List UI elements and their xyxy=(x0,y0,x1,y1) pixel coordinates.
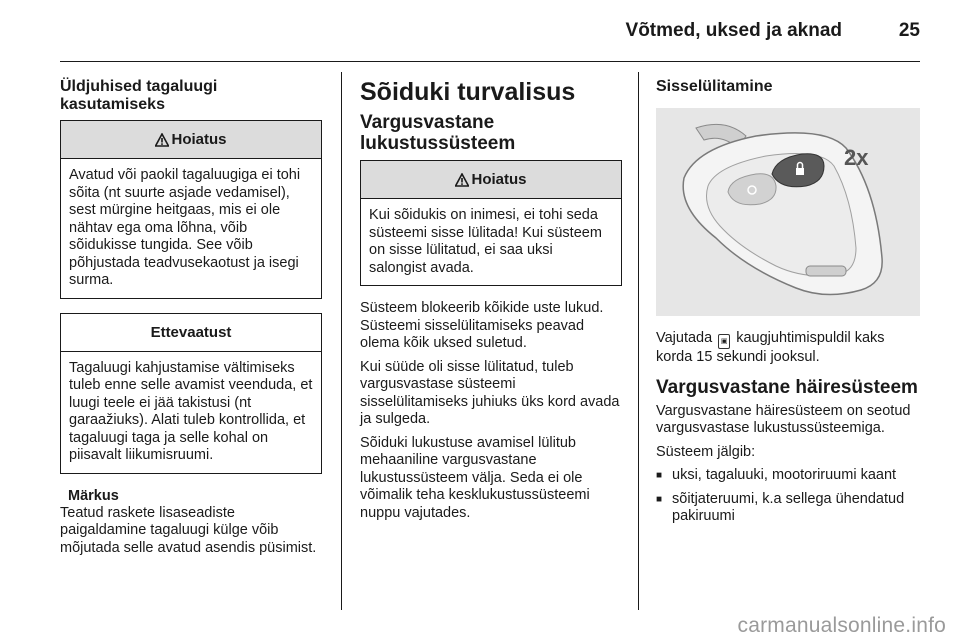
warning-box-2 xyxy=(360,160,622,286)
page-number: 25 xyxy=(898,20,920,41)
column-divider-1 xyxy=(341,72,342,610)
caution-box-header xyxy=(61,314,321,352)
press-count-label: 2x xyxy=(844,145,869,170)
section-heading-vehicle-security: Sõiduki turvalisus xyxy=(360,78,576,106)
caution-box-title: Ettevaatust xyxy=(150,323,232,341)
page-header xyxy=(0,0,960,62)
subheading-alarm-system: Vargusvastane häiresüsteem xyxy=(656,376,918,398)
warning-triangle-icon xyxy=(455,173,469,187)
chapter-title: Võtmed, uksed ja aknad xyxy=(625,20,842,41)
paragraph: Kui süüde oli sisse lülitatud, tuleb vargusvastase süsteemi sisselülitamiseks juhiuks üks kord avada ja sulgeda. xyxy=(360,358,620,427)
note-block xyxy=(60,488,322,558)
instruction-before: Vajutada xyxy=(656,330,713,346)
section-heading-tailgate: Üldjuhised tagaluugi kasutamiseks xyxy=(60,78,218,113)
watermark: carmanualsonline.info xyxy=(737,614,946,637)
caution-box xyxy=(60,313,322,474)
instruction-text xyxy=(656,330,920,367)
section-heading-activation: Sisselülitamine xyxy=(656,78,773,95)
paragraph: Süsteem blokeerib kõikide uste lukud. Süsteemi sisselülitamiseks peavad olema kõik uksed suletud. xyxy=(360,300,604,351)
subheading-anti-theft-locking: Vargusvastane lukustussüsteem xyxy=(360,112,516,154)
list-item: ■ sõitjateruumi, k.a sellega ühendatud pakiruumi xyxy=(656,491,920,526)
monitored-areas-list xyxy=(656,467,920,526)
car-key-remote-icon xyxy=(656,108,920,316)
list-item: ■ uksi, tagaluuki, mootoriruumi kaant xyxy=(656,467,920,485)
paragraph: Vargusvastane häiresüsteem on seotud vargusvastase lukustussüsteemiga. xyxy=(656,402,911,436)
warning-triangle-icon xyxy=(155,133,169,147)
column-1 xyxy=(60,78,322,563)
instruction-after: kaugjuhtimispuldil kaks korda 15 sekundi jooksul. xyxy=(656,330,885,365)
remote-key-illustration xyxy=(656,108,920,316)
lock-button-icon: ▣ xyxy=(718,334,730,349)
warning-box-2-text: Kui sõidukis on inimesi, ei tohi seda süsteemi sisse lülitada! Kui süsteem on sisse lülitatud, ei saa uksi salongist avada. xyxy=(369,207,602,276)
warning-box-2-title: Hoiatus xyxy=(471,171,527,188)
column-divider-2 xyxy=(638,72,639,610)
warning-box-text: Avatud või paokil tagaluugiga ei tohi sõita (nt suurte asjade vedamisel), sest mürgine heitgaas, mis ei ole nähtav ega oma lõhna, võib sõidukisse tungida. See võib põhjustada teadvusekaotust ja isegi surma. xyxy=(69,167,301,288)
warning-box xyxy=(60,120,322,299)
warning-box-header xyxy=(61,121,321,159)
warning-box-title: Hoiatus xyxy=(171,131,227,148)
column-3 xyxy=(656,78,920,532)
note-label: Märkus xyxy=(68,487,119,504)
warning-box-2-header xyxy=(361,161,621,199)
column-2 xyxy=(360,78,622,528)
paragraph: Sõiduki lukustuse avamisel lülitub mehaaniline vargusvastane lukustussüsteem välja. Seda ei ole võimalik teha kesklukustussüsteemi nuppu vajutades. xyxy=(360,434,590,521)
caution-box-text: Tagaluugi kahjustamise vältimiseks tuleb enne selle avamist veenduda, et luugi teele ei jää takistusi (nt garaažiuks). Alati tuleb kontrollida, et tagaluugi taga ja selle kohal on piisavalt liikumisruumi. xyxy=(69,359,313,463)
paragraph: Süsteem jälgib: xyxy=(656,443,756,460)
header-rule xyxy=(60,61,920,62)
note-text: Teatud raskete lisaseadiste paigaldamine tagaluugi külge võib mõjutada selle avatud asendis püsimist. xyxy=(60,504,317,556)
